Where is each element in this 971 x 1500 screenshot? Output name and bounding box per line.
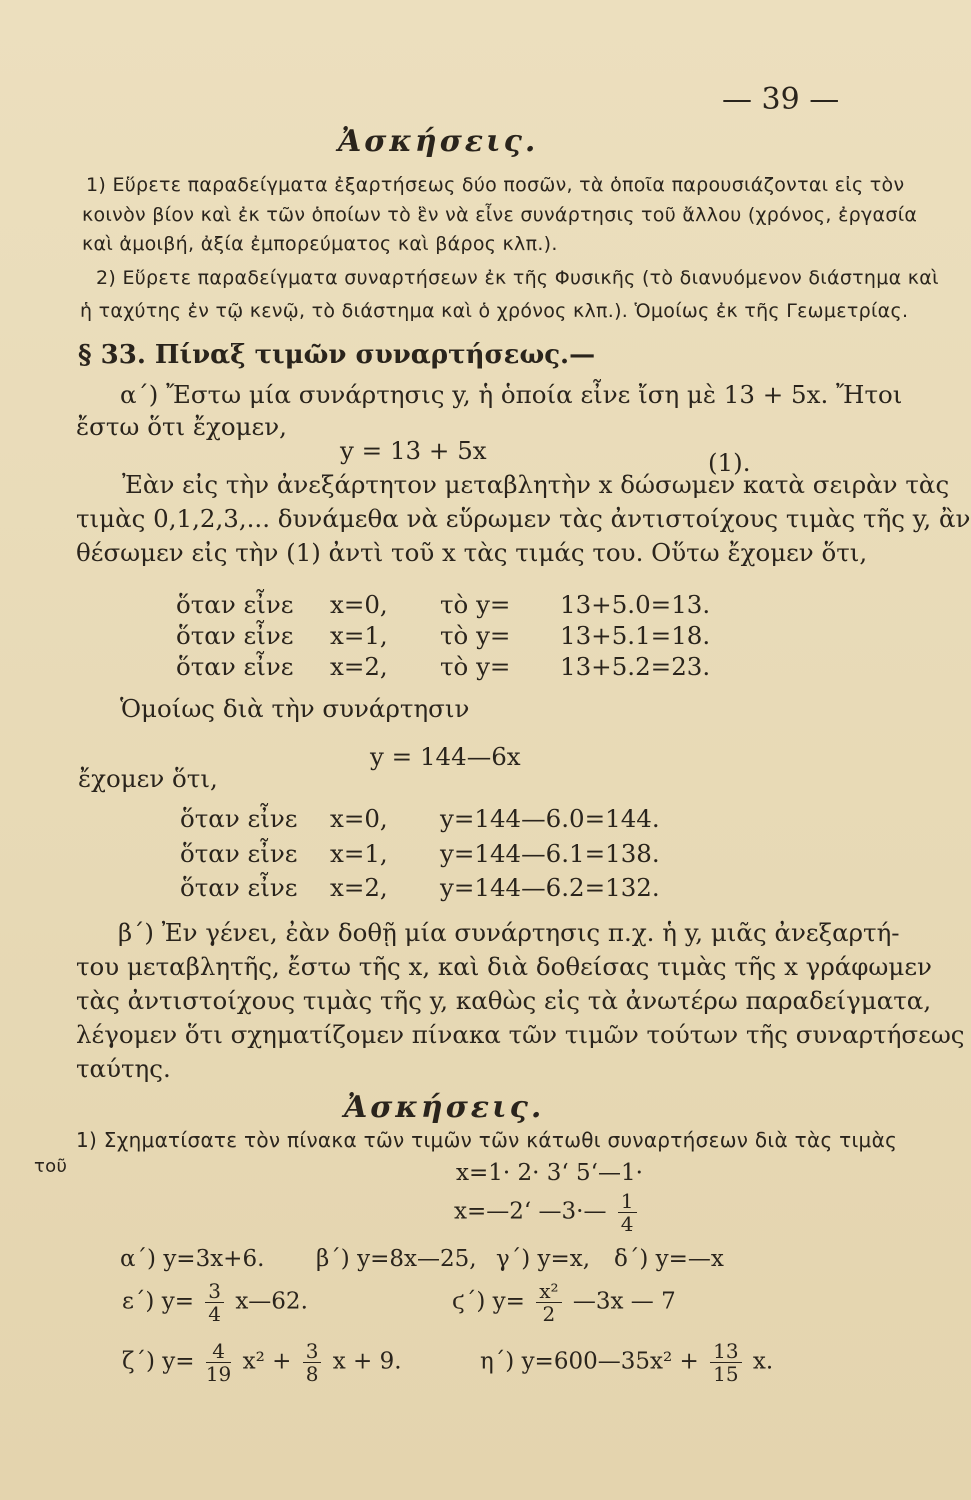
para-b-line-4: λέγομεν ὅτι σχηματίζομεν πίνακα τῶν τιμῶν τούτων τῆς συναρτήσεως [76, 1020, 965, 1049]
have-line: ἔχομεν ὅτι, [78, 764, 218, 793]
similar-line: Ὁμοίως διὰ τὴν συνάρτησιν [120, 694, 470, 723]
function-c: γ΄) y=x, [496, 1246, 591, 1272]
table1-when: ὅταν εἶνε [176, 621, 294, 650]
function-f [452, 1280, 676, 1325]
exercise-2-line-1: 2) Εὕρετε παραδείγματα συναρτήσεων ἐκ τῆς Φυσικῆς (τὸ διανυόμενον διάστημα καὶ [96, 267, 939, 289]
para-b-line-2: του μεταβλητῆς, ἔστω τῆς x, καὶ διὰ δοθείσας τιμὰς τῆς x γράφωμεν [76, 952, 932, 981]
x-values-1: x=1· 2· 3‘ 5‘—1· [456, 1160, 643, 1186]
exercise-table-line-1: 1) Σχηματίσατε τὸν πίνακα τῶν τιμῶν τῶν κάτωθι συναρτήσεων διὰ τὰς τιμὰς [76, 1128, 898, 1152]
table2-when: ὅταν εἶνε [180, 804, 298, 833]
table2-x: x=1, [330, 839, 388, 868]
para-b-line-1: β΄) Ἐν γένει, ἐὰν δοθῇ μία συνάρτησις π.χ. ἡ y, μιᾶς ἀνεξαρτή- [118, 918, 900, 947]
function-e-prefix: ε΄) y= [122, 1288, 194, 1315]
para-2-line-2: τιμὰς 0,1,2,3,... δυνάμεθα νὰ εὕρωμεν τὰς ἀντιστοίχους τιμὰς τῆς y, ἂν [76, 504, 971, 533]
exercise-table-line-2: τοῦ [34, 1156, 68, 1177]
exercise-1-line-2: κοινὸν βίον καὶ ἐκ τῶν ὁποίων τὸ ἓν νὰ εἶνε συνάρτησις τοῦ ἄλλου (χρόνος, ἐργασία [82, 204, 918, 226]
para-2-line-1: Ἐὰν εἰς τὴν ἀνεξάρτητον μεταβλητὴν x δώσωμεν κατὰ σειρὰν τὰς [122, 470, 950, 499]
fraction-numerator: 13 [710, 1340, 741, 1363]
function-g-suffix: x + 9. [332, 1348, 402, 1375]
function-g-prefix: ζ΄) y= [122, 1348, 195, 1375]
fraction-numerator: 1 [618, 1190, 637, 1213]
section-heading: § 33. Πίναξ τιμῶν συναρτήσεως.— [78, 340, 596, 370]
table1-when: ὅταν εἶνε [176, 652, 294, 681]
table2-x: x=2, [330, 873, 388, 902]
function-f-suffix: —3x — 7 [572, 1288, 676, 1315]
x-values-2 [454, 1190, 641, 1235]
function-a: α΄) y=3x+6. [120, 1246, 265, 1272]
table1-x: x=0, [330, 590, 388, 619]
table1-y: τὸ y= [440, 652, 511, 681]
fraction-denominator: 15 [713, 1362, 739, 1386]
para-a-line-1: α΄) Ἔστω μία συνάρτησις y, ἡ ὁποία εἶνε ἴση μὲ 13 + 5x. Ἤτοι [120, 380, 903, 409]
function-e-fraction [205, 1280, 224, 1325]
exercise-1-line-3: καὶ ἀμοιβή, ἀξία ἐμπορεύματος καὶ βάρος κλπ.). [82, 233, 558, 255]
page-number: — 39 — [722, 82, 840, 117]
table1-val: 13+5.2=23. [560, 652, 711, 681]
function-g [122, 1340, 402, 1385]
fraction-numerator: 3 [205, 1280, 224, 1303]
x-values-2-fraction [618, 1190, 637, 1235]
fraction-numerator: x² [536, 1280, 561, 1303]
table1-y: τὸ y= [440, 621, 511, 650]
x-values-2-text: x=—2‘ —3·— [454, 1198, 607, 1225]
fraction-numerator: 4 [206, 1340, 231, 1363]
table2-when: ὅταν εἶνε [180, 839, 298, 868]
fraction-denominator: 8 [305, 1362, 319, 1386]
function-b: β΄) y=8x—25, [316, 1246, 477, 1272]
fraction-denominator: 4 [208, 1302, 222, 1326]
exercise-1-line-1: 1) Εὕρετε παραδείγματα ἐξαρτήσεως δύο ποσῶν, τὰ ὁποῖα παρουσιάζονται εἰς τὸν [86, 174, 905, 196]
para-2-line-3: θέσωμεν εἰς τὴν (1) ἀντὶ τοῦ x τὰς τιμάς του. Οὕτω ἔχομεν ὅτι, [76, 538, 868, 567]
fraction-denominator: 4 [620, 1212, 634, 1236]
table2-val: y=144—6.1=138. [440, 839, 660, 868]
function-h-fraction [710, 1340, 741, 1385]
table2-x: x=0, [330, 804, 388, 833]
table1-y: τὸ y= [440, 590, 511, 619]
function-h-suffix: x. [752, 1348, 774, 1375]
function-f-fraction [536, 1280, 561, 1325]
function-f-prefix: ϛ΄) y= [452, 1288, 525, 1315]
table2-val: y=144—6.0=144. [440, 804, 660, 833]
table1-when: ὅταν εἶνε [176, 590, 294, 619]
table2-val: y=144—6.2=132. [440, 873, 660, 902]
equation-2: y = 144—6x [370, 742, 521, 771]
table2-when: ὅταν εἶνε [180, 873, 298, 902]
table1-val: 13+5.0=13. [560, 590, 711, 619]
fraction-denominator: 2 [542, 1302, 556, 1326]
function-e [122, 1280, 308, 1325]
table1-x: x=2, [330, 652, 388, 681]
fraction-numerator: 3 [303, 1340, 322, 1363]
para-a-line-2: ἔστω ὅτι ἔχομεν, [76, 412, 287, 441]
table1-x: x=1, [330, 621, 388, 650]
function-h-prefix: η΄) y=600—35x² + [480, 1348, 699, 1375]
function-d: δ΄) y=—x [614, 1246, 724, 1272]
fraction-denominator: 19 [205, 1362, 232, 1386]
function-e-suffix: x—62. [235, 1288, 308, 1315]
function-g-fraction-1 [206, 1340, 231, 1385]
function-h [480, 1340, 773, 1385]
exercises-heading-2: Ἀσκήσεις. [344, 1090, 545, 1125]
exercises-heading-1: Ἀσκήσεις. [338, 124, 539, 159]
para-b-line-3: τὰς ἀντιστοίχους τιμὰς τῆς y, καθὼς εἰς τὰ ἀνωτέρω παραδείγματα, [76, 986, 932, 1015]
equation-1: y = 13 + 5x [340, 436, 487, 465]
exercise-2-line-2: ἡ ταχύτης ἐν τῷ κενῷ, τὸ διάστημα καὶ ὁ χρόνος κλπ.). Ὁμοίως ἐκ τῆς Γεωμετρίας. [80, 300, 909, 322]
function-g-fraction-2 [303, 1340, 322, 1385]
para-b-line-5: ταύτης. [76, 1054, 171, 1083]
table1-val: 13+5.1=18. [560, 621, 711, 650]
function-g-middle: x² + [242, 1348, 292, 1375]
equation-1-number: (1). [708, 448, 751, 477]
